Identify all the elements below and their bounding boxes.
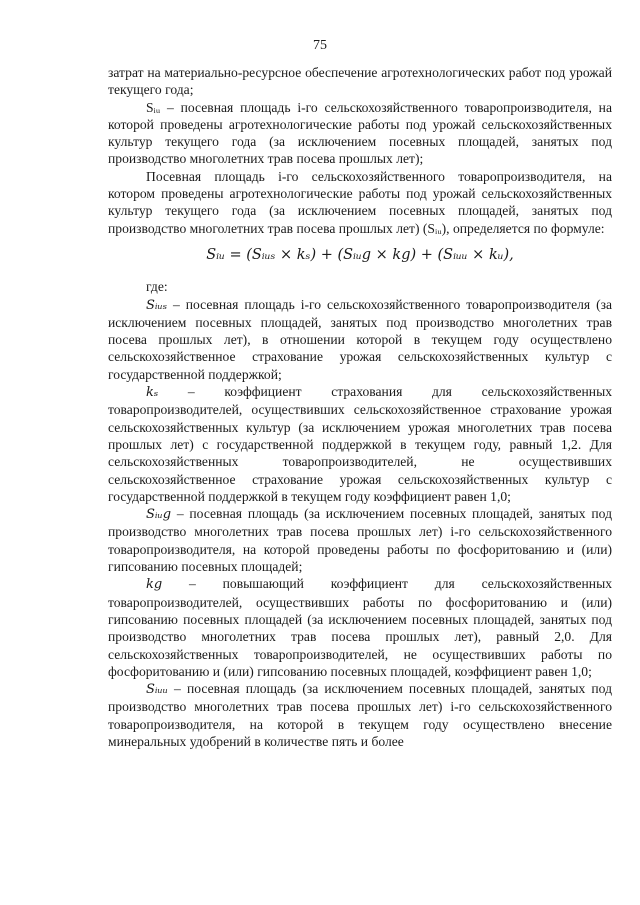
definition-siu-text: – посевная площадь i-го сельскохозяйственного товаропроизводителя, на которой проведены агротехнологические работы под урожай сельскохозяйственных культур текущего года (за исключением посевных площадей, занятых под производство многолетних трав посева прошлых лет); — [108, 99, 612, 167]
definition-sius — [108, 296, 612, 383]
symbol-sius: Sᵢᵤₛ — [146, 297, 168, 313]
formula-text: Sᵢᵤ = (Sᵢᵤₛ × kₛ) + (Sᵢᵤg × kg) + (Sᵢᵤᵤ × kᵤ), — [206, 246, 514, 263]
symbol-siu: Sᵢᵤ — [146, 99, 161, 115]
formula — [108, 247, 612, 264]
where-label: где: — [146, 279, 168, 295]
definition-kg-text: – повышающий коэффициент для сельскохозяйственных товаропроизводителей, осуществивших работы по фосфоритованию и (или) гипсованию посевных площадей (за исключением посевных площадей, занятых под производство многолетних трав посева прошлых лет), равный 2,0. Для сельскохозяйственных товаропроизводителей, не осуществивших работы по фосфоритованию и (или) гипсованию посевных площадей, коэффициент равен 1,0; — [108, 576, 612, 679]
definition-siug — [108, 505, 612, 575]
symbol-ks: kₛ — [146, 385, 159, 401]
definition-ks-text: – коэффициент страхования для сельскохозяйственных товаропроизводителей, осуществивших сельскохозяйственное страхование урожая сельскохозяйственных культур (за исключением урожая многолетних трав посева прошлых лет) с государственной поддержкой в текущем году, равный 1,2. Для сельскохозяйственных товаропроизводителей, не осуществивших сельскохозяйственное страхование урожая сельскохозяйственных культур с государственной поддержкой в текущем году коэффициент равен 1,0; — [108, 384, 612, 504]
definition-siug-text: – посевная площадь (за исключением посевных площадей, занятых под производство многолетних трав посева прошлых лет) i-го сельскохозяйственного товаропроизводителя, на которой проведены работы по фосфоритованию и (или) гипсованию посевных площадей; — [108, 506, 612, 575]
paragraph-intro: затрат на материально-ресурсное обеспечение агротехнологических работ под урожай текущего года; — [108, 65, 612, 98]
definition-kg — [108, 575, 612, 680]
definition-ks — [108, 383, 612, 505]
paragraph-formula-intro: Посевная площадь i-го сельскохозяйственного товаропроизводителя, на котором проведены агротехнологические работы под урожай сельскохозяйственных культур текущего года (за исключением посевных площадей, занятых под производство многолетних трав посева прошлых лет) (Sᵢᵤ), определяется по формуле: — [108, 168, 612, 236]
page-number: 75 — [313, 38, 327, 53]
definition-siuu — [108, 680, 612, 750]
page-body — [108, 64, 612, 750]
symbol-siug: Sᵢᵤg — [146, 507, 172, 523]
symbol-siuu: Sᵢᵤᵤ — [146, 682, 168, 698]
definition-siu — [108, 99, 612, 168]
definition-siuu-text: – посевная площадь (за исключением посевных площадей, занятых под производство многолетних трав посева прошлых лет) i-го сельскохозяйственного товаропроизводителя, на которой в текущем году осуществлено внесение минеральных удобрений в количестве пять и более — [108, 681, 612, 749]
symbol-kg: kg — [146, 577, 163, 593]
definition-sius-text: – посевная площадь i-го сельскохозяйственного товаропроизводителя (за исключением посевных площадей, занятых под производство многолетних трав посева прошлых лет), в отношении которой в текущем году осуществлено сельскохозяйственное страхование урожая сельскохозяйственных культур с государственной поддержкой; — [108, 296, 612, 382]
